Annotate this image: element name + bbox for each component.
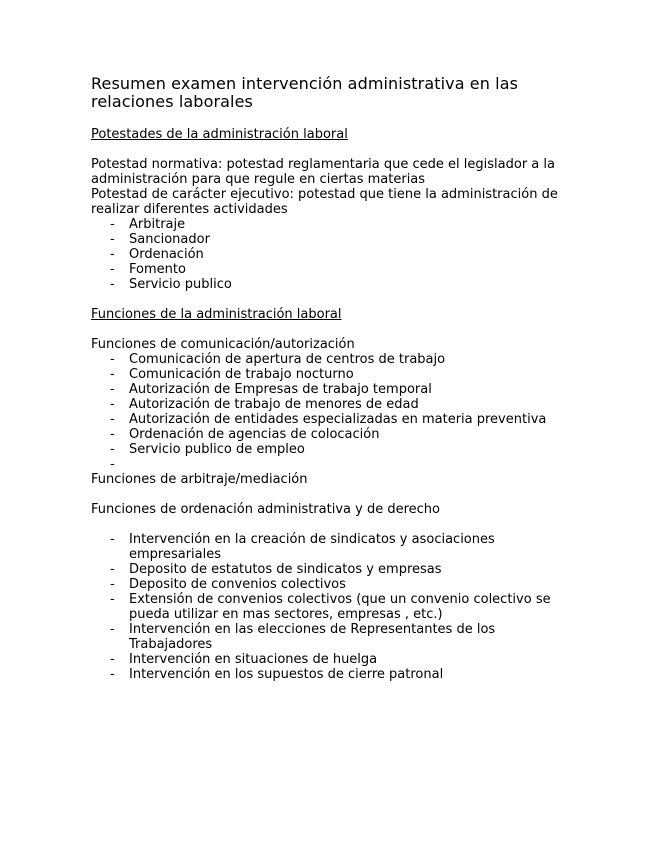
title-line-2: relaciones laborales: [91, 92, 253, 111]
potestades-list: [91, 217, 571, 292]
list-item: - Autorización de trabajo de menores de edad: [110, 397, 419, 412]
subheading-comunicacion: Funciones de comunicación/autorización: [91, 337, 355, 352]
list-item: - Fomento: [110, 262, 186, 277]
section-heading-funciones: Funciones de la administración laboral: [91, 307, 342, 322]
document-title: [91, 75, 571, 111]
list-item: - Comunicación de apertura de centros de trabajo: [110, 352, 446, 367]
list-item: - Extensión de convenios colectivos (que un convenio colectivo se pueda utilizar en mas sectores, empresas , etc.): [110, 592, 551, 622]
list-item: - Autorización de entidades especializadas en materia preventiva: [110, 412, 547, 427]
list-item: - Autorización de Empresas de trabajo temporal: [110, 382, 432, 397]
ordenacion-list: [91, 532, 571, 682]
list-item: - Servicio publico de empleo: [110, 442, 305, 457]
list-item: - Deposito de estatutos de sindicatos y empresas: [110, 562, 442, 577]
comunicacion-list: [91, 352, 571, 472]
document-page: [91, 75, 571, 682]
list-item: - Comunicación de trabajo nocturno: [110, 367, 354, 382]
list-item: - Intervención en las elecciones de Representantes de los Trabajadores: [110, 622, 496, 652]
title-line-1: Resumen examen intervención administrativa en las: [91, 74, 519, 93]
list-item: - Arbitraje: [110, 217, 186, 232]
paragraph-potestad-ejecutivo: Potestad de carácter ejecutivo: potestad que tiene la administración de realizar diferentes actividades: [91, 187, 558, 217]
section-heading-potestades: Potestades de la administración laboral: [91, 127, 348, 142]
list-item: - Ordenación de agencias de colocación: [110, 427, 380, 442]
list-item: - Intervención en la creación de sindicatos y asociaciones empresariales: [110, 532, 495, 562]
empty-list-item: -: [110, 457, 115, 472]
list-item: - Intervención en situaciones de huelga: [110, 652, 378, 667]
list-item: - Servicio publico: [110, 277, 232, 292]
list-item: - Sancionador: [110, 232, 210, 247]
list-item: - Ordenación: [110, 247, 204, 262]
list-item: - Deposito de convenios colectivos: [110, 577, 346, 592]
list-item: - Intervención en los supuestos de cierre patronal: [110, 667, 444, 682]
subheading-ordenacion: Funciones de ordenación administrativa y de derecho: [91, 502, 440, 517]
subheading-arbitraje: Funciones de arbitraje/mediación: [91, 472, 308, 487]
paragraph-potestad-normativa: Potestad normativa: potestad reglamentaria que cede el legislador a la administración para que regule en ciertas materias: [91, 157, 555, 187]
